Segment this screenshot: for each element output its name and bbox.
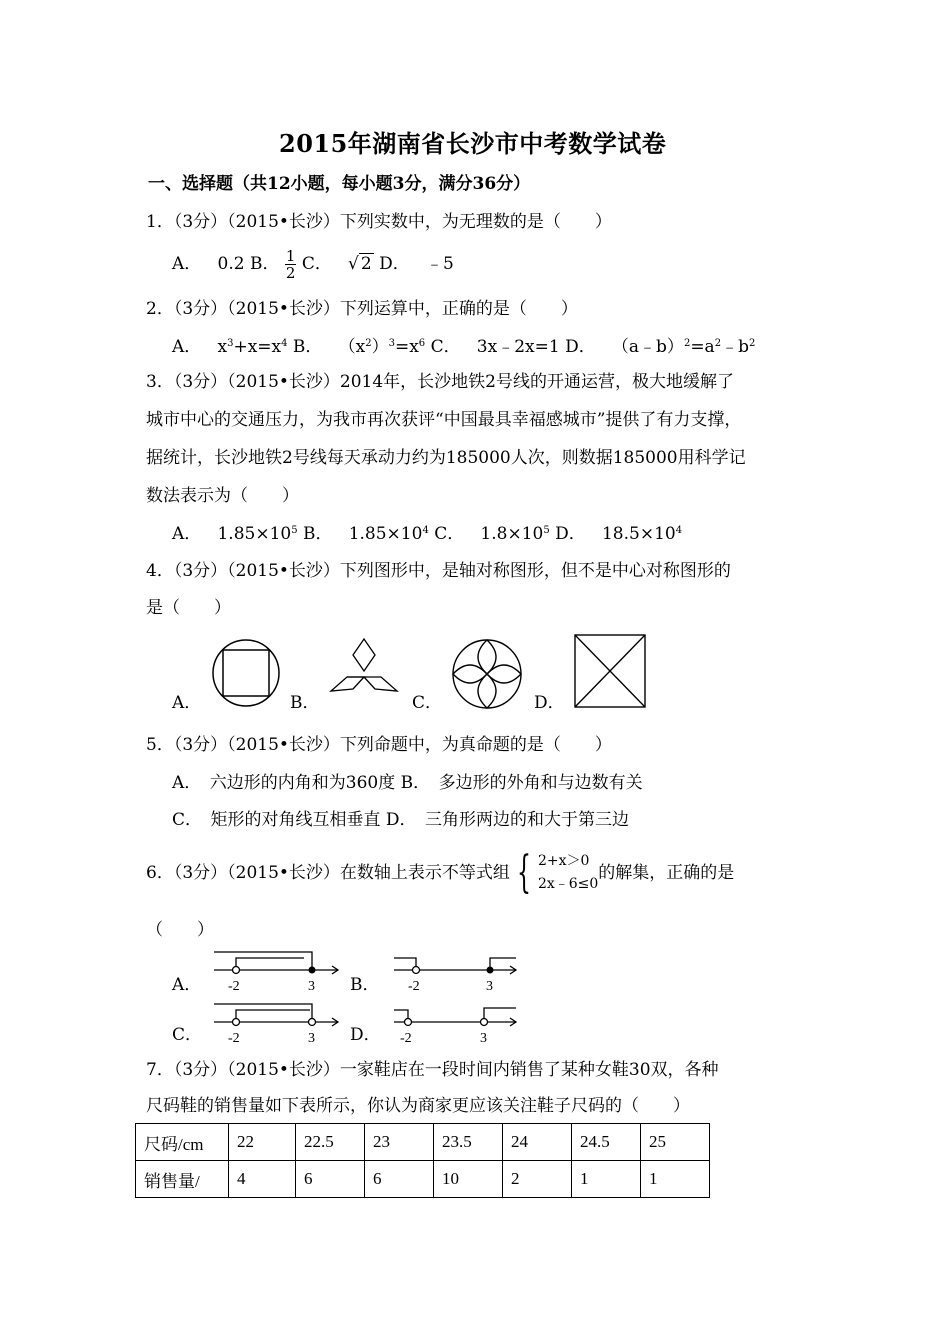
q1-option-a: 0.2 (217, 254, 245, 274)
tick-label-neg2: -2 (400, 1031, 412, 1046)
table-cell: 销售量/ (136, 1161, 229, 1198)
q4-option-b-label: B． (290, 693, 320, 713)
table-row (136, 1124, 710, 1161)
question-5-options-row-1: A． 六边形的内角和为360度 B． 多边形的外角和与边数有关 (172, 773, 643, 793)
question-6-stem (146, 848, 734, 898)
q4-option-a-label: A． (172, 693, 202, 713)
table-cell: 22 (229, 1124, 296, 1161)
fraction-numerator: 1 (285, 247, 296, 265)
question-3-options: A． $1.85\times 10^5$ B． $1.85\times 10^4$ C． $1.8\times 10^5$ D． $18.5\times 10^4$ (172, 524, 683, 544)
tick-label-3: 3 (480, 1031, 487, 1046)
q6-option-b-label: B． (350, 975, 380, 995)
question-3-line-4: 数法表示为（ ） (146, 486, 299, 506)
question-7-line-2: 尺码鞋的销售量如下表所示，你认为商家更应该关注鞋子尺码的（ ） (146, 1096, 690, 1116)
table-cell: 23 (365, 1124, 434, 1161)
table-cell: 25 (641, 1124, 710, 1161)
table-cell: 6 (296, 1161, 365, 1198)
q1-option-a-label: A． (172, 254, 202, 274)
q4-option-c-label: C． (412, 693, 443, 713)
q6-option-c-label: C． (172, 1025, 203, 1045)
shoe-size-sales-table (135, 1123, 710, 1198)
q6-option-d-label: D． (350, 1025, 381, 1045)
q1-option-b-fraction (285, 248, 297, 281)
question-1-stem: 1．（3分）（2015•长沙）下列实数中，为无理数的是（ ） (146, 212, 612, 232)
q6-number-line-a (208, 948, 344, 998)
radicand: 2 (360, 254, 372, 274)
q4-option-d-label: D． (534, 693, 565, 713)
question-5-options-row-2: C． 矩形的对角线互相垂直 D． 三角形两边的和大于第三边 (172, 810, 630, 830)
table-cell: 1 (572, 1161, 641, 1198)
question-3-line-3: 据统计，长沙地铁2号线每天承动力约为185000人次，则数据185000用科学记 (146, 448, 746, 468)
question-5-stem: 5．（3分）（2015•长沙）下列命题中，为真命题的是（ ） (146, 735, 612, 755)
q6-stem-suffix: 的解集，正确的是 (598, 863, 735, 883)
inequality-system (538, 850, 598, 896)
question-6-paren: （ ） (146, 920, 214, 940)
fraction-denominator: 2 (285, 264, 296, 282)
q4-figure-d-square-diagonals (573, 633, 647, 709)
table-cell: 24 (503, 1124, 572, 1161)
table-cell: 10 (434, 1161, 503, 1198)
table-row (136, 1161, 710, 1198)
question-7-line-1: 7．（3分）（2015•长沙）一家鞋店在一段时间内销售了某种女鞋30双，各种 (146, 1060, 719, 1080)
question-2-stem: 2．（3分）（2015•长沙）下列运算中，正确的是（ ） (146, 299, 578, 319)
page-title: 2015年湖南省长沙市中考数学试卷 (279, 129, 667, 158)
table-cell: 2 (503, 1161, 572, 1198)
table-cell: 1 (641, 1161, 710, 1198)
inequality-1: 2+x＞0 (537, 853, 590, 869)
table-cell: 4 (229, 1161, 296, 1198)
q1-option-d: ﹣5 (425, 254, 454, 274)
q6-number-line-b (388, 948, 524, 998)
tick-label-neg2: -2 (228, 979, 240, 994)
question-2-options: A． $x^3+x=x^4$ B． $(x^2)^3=x^6$ C． 3x﹣2x=1 D． $(a﹣b)^2=a^2﹣b^2$ (172, 337, 756, 357)
table-cell: 尺码/cm (136, 1124, 229, 1161)
question-3-line-1: 3．（3分）（2015•长沙）2014年，长沙地铁2号线的开通运营，极大地缓解了 (146, 372, 735, 392)
q4-figure-a-circle-square (210, 637, 282, 709)
q1-option-c-sqrt: √ 2 (348, 254, 372, 274)
tick-label-3: 3 (308, 979, 315, 994)
tick-label-3: 3 (486, 979, 493, 994)
question-1-options (172, 248, 454, 281)
question-3-line-2: 城市中心的交通压力，为我市再次获评“中国最具幸福感城市”提供了有力支撑， (146, 410, 742, 430)
table-cell: 23.5 (434, 1124, 503, 1161)
tick-label-3: 3 (308, 1031, 315, 1046)
tick-label-neg2: -2 (408, 979, 420, 994)
table-cell: 24.5 (572, 1124, 641, 1161)
table-cell: 6 (365, 1161, 434, 1198)
q6-option-a-label: A． (172, 975, 202, 995)
inequality-2: 2x﹣6≤0 (537, 876, 599, 892)
left-brace-icon: { (516, 847, 531, 898)
q6-number-line-c (208, 998, 344, 1048)
q4-figure-c-circle-petals (450, 637, 524, 711)
q1-option-d-label: D． (379, 254, 410, 274)
q1-option-b-label: B． (249, 254, 280, 274)
table-cell: 22.5 (296, 1124, 365, 1161)
q1-option-c-label: C． (301, 254, 332, 274)
q6-stem-prefix: 6．（3分）（2015•长沙）在数轴上表示不等式组 (146, 863, 510, 883)
q4-figure-b-three-rhombi (327, 637, 401, 709)
section-heading: 一、选择题（共12小题，每小题3分，满分36分） (148, 174, 531, 194)
question-4-line-2: 是（ ） (146, 598, 231, 618)
q6-number-line-d (388, 998, 524, 1048)
tick-label-neg2: -2 (228, 1031, 240, 1046)
question-4-line-1: 4．（3分）（2015•长沙）下列图形中，是轴对称图形，但不是中心对称图形的 (146, 561, 731, 581)
